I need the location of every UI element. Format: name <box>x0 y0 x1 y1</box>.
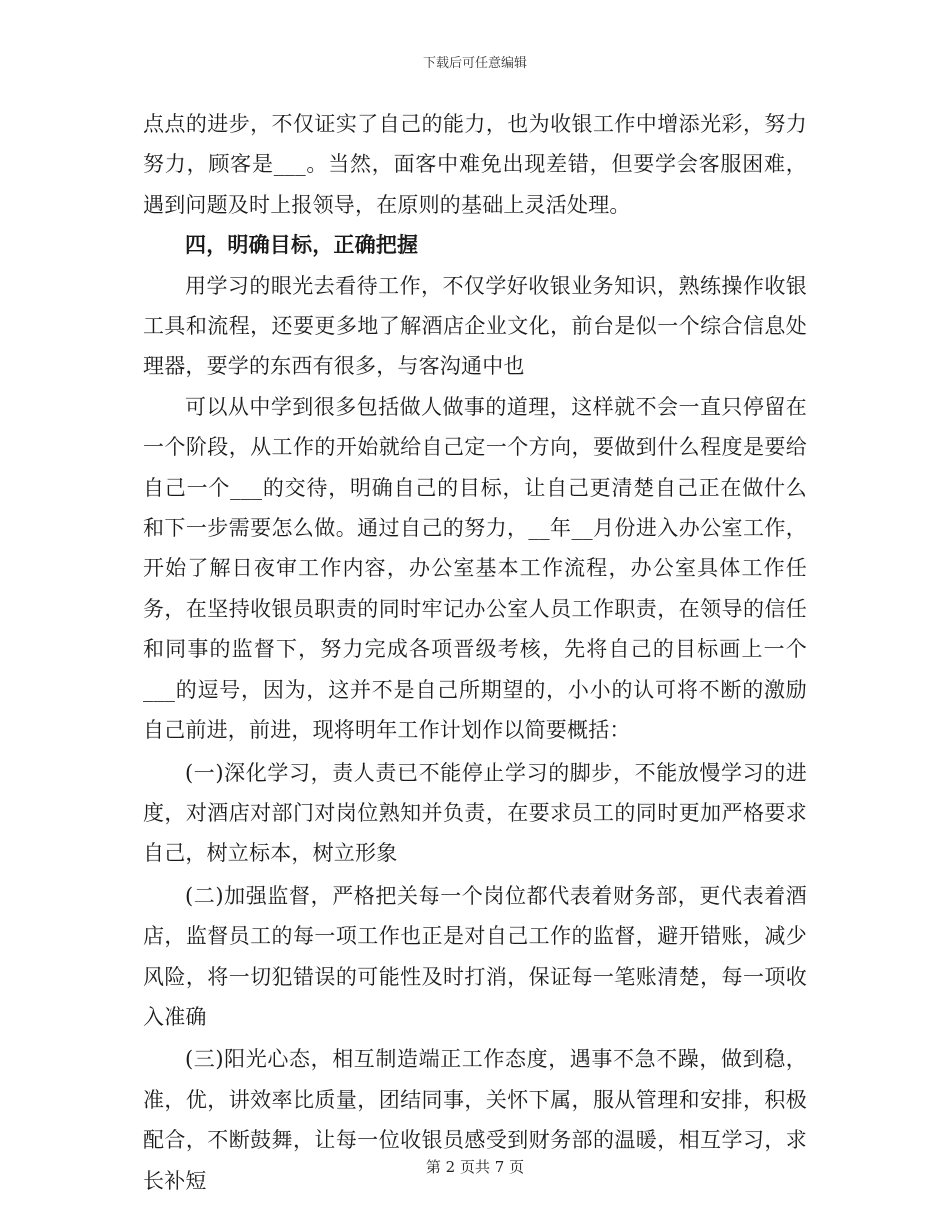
page-footer: 第 2 页共 7 页 <box>425 1158 525 1176</box>
paragraph-3: 可以从中学到很多包括做人做事的道理，这样就不会一直只停留在一个阶段，从工作的开始就给自己定一个方向，要做到什么程度是要给自己一个___的交待，明确自己的目标，让自己更清楚自己正在做什么和下一步需要怎么做。通过自己的努力，__年__月份进入办公室工作，开始了解日夜审工作内容，办公室基本工作流程，办公室具体工作任务，在坚持收银员职责的同时牢记办公室人员工作职责，在领导的信任和同事的监督下，努力完成各项晋级考核，先将自己的目标画上一个___的逗号，因为，这并不是自己所期望的，小小的认可将不断的激励自己前进，前进，现将明年工作计划作以简要概括： <box>143 394 807 743</box>
section-heading-4: 四，明确目标，正确把握 <box>185 232 419 258</box>
list-item-1: (一)深化学习，责人责已不能停止学习的脚步，不能放慢学习的进度，对酒店对部门对岗位熟知并负责，在要求员工的同时更加严格要求自己，树立标本，树立形象 <box>143 760 807 866</box>
page-header: 下载后可任意编辑 <box>422 56 527 71</box>
list-item-3: (三)阳光心态，相互制造端正工作态度，遇事不急不躁，做到稳，准，优，讲效率比质量，团结同事，关怀下属，服从管理和安排，积极配合，不断鼓舞，让每一位收银员感受到财务部的温暖，相互学习，求长补短 <box>143 1047 807 1193</box>
list-item-2: (二)加强监督，严格把关每一个岗位都代表着财务部，更代表着酒店，监督员工的每一项工作也正是对自己工作的监督，避开错账，减少风险，将一切犯错误的可能性及时打消，保证每一笔账清楚，每一项收入准确 <box>143 883 807 1029</box>
paragraph-1: 点点的进步，不仅证实了自己的能力，也为收银工作中增添光彩，努力努力，顾客是___。当然，面客中难免出现差错，但要学会客服困难，遇到问题及时上报领导，在原则的基础上灵活处理。 <box>143 112 807 217</box>
document-body <box>143 104 807 1201</box>
paragraph-2: 用学习的眼光去看待工作，不仅学好收银业务知识，熟练操作收银工具和流程，还要更多地了解酒店企业文化，前台是似一个综合信息处理器，要学的东西有很多，与客沟通中也 <box>143 273 807 379</box>
